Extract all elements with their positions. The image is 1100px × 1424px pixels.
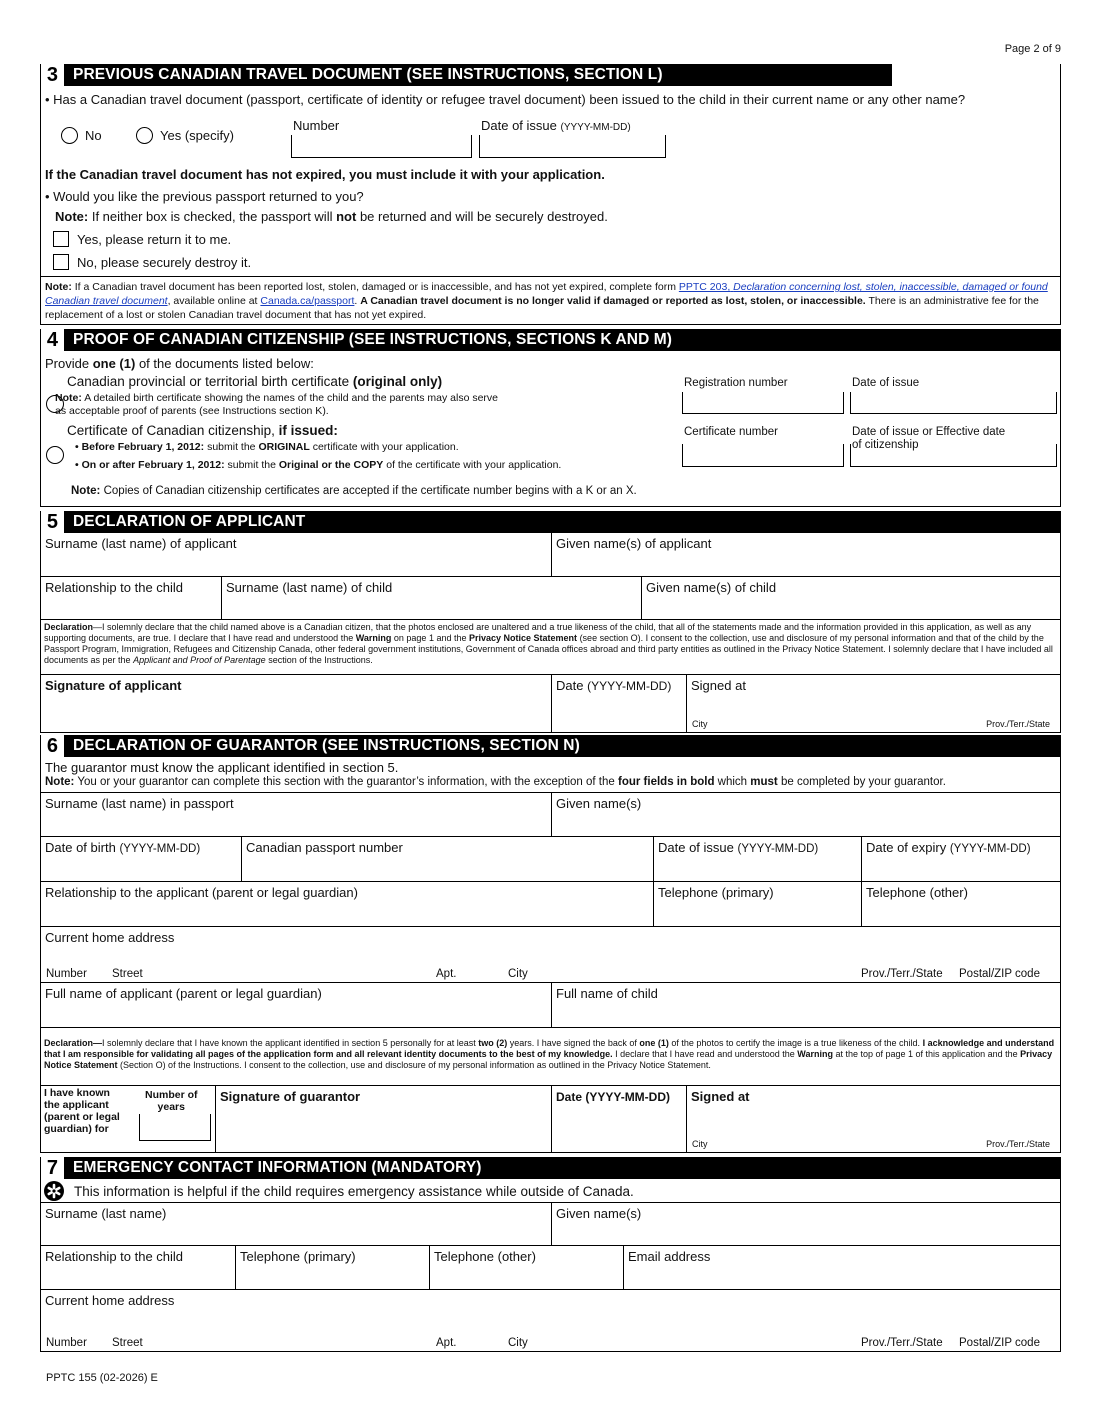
registration-number-label: Registration number [684,377,788,389]
addr-number-label: Number [46,968,87,980]
guarantor-signed-at-field[interactable]: Signed at City Prov./Terr./State [686,1086,1060,1152]
section-number: 5 [41,511,65,533]
prov-label: Prov./Terr./State [986,1139,1050,1149]
guarantor-note: Note: You or your guarantor can complete this section with the guarantor’s information, with the exception of the four fields in bold which must be completed by your guarantor. [45,776,946,788]
addr-prov-label: Prov./Terr./State [861,1337,943,1349]
section-title: EMERGENCY CONTACT INFORMATION (MANDATORY) [73,1159,482,1176]
return-question: • Would you like the previous passport returned to you? [45,189,364,204]
section-title: DECLARATION OF GUARANTOR (SEE INSTRUCTIONS, SECTION N) [73,737,580,754]
number-input[interactable] [291,135,472,158]
section-6 [40,735,1061,1153]
before-2012: • Before February 1, 2012: submit the ORIGINAL certificate with your application. [75,441,459,453]
pptc-203-link[interactable]: PPTC 203, Declaration concerning lost, stolen, inaccessible, damaged or found Canadian travel document [45,281,1048,307]
copies-note: Note: Copies of Canadian citizenship certificates are accepted if the certificate number begins with a K or an X. [71,485,637,497]
after-2012: • On or after February 1, 2012: submit the Original or the COPY of the certificate with your application. [75,459,562,471]
number-label: Number [293,118,340,133]
addr-postal-label: Postal/ZIP code [959,968,1040,980]
relationship-field[interactable]: Relationship to the child [45,580,184,595]
guarantor-tel-primary-field[interactable]: Telephone (primary) [653,882,861,926]
citizenship-cert-label: Certificate of Canadian citizenship, if issued: [67,423,338,438]
travel-doc-question: • Has a Canadian travel document (passport, certificate of identity or refugee travel document) been issued to the child in their current name or any other name? [45,92,966,107]
section-number: 7 [41,1157,65,1179]
guarantor-given-field[interactable]: Given name(s) [551,793,1060,836]
known-label: I have known the applicant (parent or legal guardian) for [44,1087,120,1135]
addr-street-label: Street [112,968,143,980]
city-label: City [692,1139,708,1149]
date-of-issue-label: Date of issue [852,377,920,389]
guarantor-tel-other-field[interactable]: Telephone (other) [861,882,1060,926]
addr-street-label: Street [112,1337,143,1349]
certificate-number-label: Certificate number [684,426,778,438]
guarantor-declaration: Declaration—I solemnly declare that I have known the applicant identified in section 5 personally for at least two (2) years. I have signed the back of one (1) of the photos to certify the image is a true likeness of the child. I acknowledge and understand that I am responsible for validating all pages of the application form and all relevant identity documents to the best of my knowledge. I declare that I have read and understood the Warning at the top of page 1 of this application and the Privacy Notice Statement (Section O) of the Instructions. I consent to the collection, use and disclosure of my personal information as outlined in the Privacy Notice Statement. [41,1028,1060,1086]
emergency-info-text: This information is helpful if the child requires emergency assistance while outside of Canada. [74,1184,634,1199]
emergency-address-field[interactable]: Current home address Number Street Apt. City Prov./Terr./State Postal/ZIP code [45,1293,1040,1349]
yes-radio[interactable] [136,127,153,144]
lost-note: Note: If a Canadian travel document has been reported lost, stolen, damaged or is inaccessible, and has not yet expired, complete form PPTC 203, Declaration concerning lost, stolen, inaccessible, damaged or found Canadian travel document, available online at Canada.ca/passport. A Canadian travel document is no longer valid if damaged or reported as lost, stolen, or inaccessible. There is an administrative fee for the replacement of a lost or stolen Canadian travel document that has not yet expired. [41,276,1060,322]
child-given-field[interactable]: Given name(s) of child [641,577,1060,619]
guarantor-surname-field[interactable]: Surname (last name) in passport [45,796,234,811]
guarantor-must-know: The guarantor must know the applicant identified in section 5. [45,760,399,775]
page-number: Page 2 of 9 [1004,43,1061,55]
emergency-tel-primary-field[interactable]: Telephone (primary) [235,1246,429,1289]
date-of-issue-label: Date of issue (YYYY-MM-DD) [481,118,631,133]
emergency-tel-other-field[interactable]: Telephone (other) [429,1246,623,1289]
addr-city-label: City [508,968,528,980]
section-5-header [41,511,1060,533]
section-number: 3 [41,64,65,86]
provide-instruction: Provide one (1) of the documents listed below: [45,356,314,371]
return-yes-label: Yes, please return it to me. [77,232,232,247]
form-code: PPTC 155 (02-2026) E [46,1372,158,1384]
guarantor-applicant-name-field[interactable]: Full name of applicant (parent or legal guardian) [45,986,322,1001]
addr-postal-label: Postal/ZIP code [959,1337,1040,1349]
section-3-header [41,64,892,86]
birth-cert-note: Note: A detailed birth certificate showing the names of the child and the parents may also serve as acceptable proof of parents (see Instructions section K). [55,392,499,417]
certificate-date-label: Date of issue or Effective date of citizenship [852,426,1006,451]
no-radio[interactable] [61,127,78,144]
citizenship-cert-radio[interactable] [46,446,64,464]
section-5 [40,511,1061,733]
guarantor-address-field[interactable]: Current home address Number Street Apt. City Prov./Terr./State Postal/ZIP code [45,930,1040,980]
guarantor-dob-field[interactable]: Date of birth (YYYY-MM-DD) [45,840,201,855]
section-3 [40,64,1061,325]
applicant-signed-at-field[interactable]: Signed at City Prov./Terr./State [686,675,1060,732]
addr-apt-label: Apt. [436,1337,457,1349]
guarantor-passport-field[interactable]: Canadian passport number [241,837,653,881]
section-7 [40,1157,1061,1352]
yes-label: Yes (specify) [160,128,234,143]
city-label: City [692,719,708,729]
addr-number-label: Number [46,1337,87,1349]
years-label: Number of years [145,1089,198,1113]
section-number: 4 [41,329,65,351]
years-known-field [41,1086,215,1152]
applicant-surname-field[interactable]: Surname (last name) of applicant [45,536,237,551]
section-4-header [41,329,1060,351]
emergency-given-field[interactable]: Given name(s) [551,1203,1060,1245]
birth-cert-label: Canadian provincial or territorial birth certificate (original only) [67,374,443,389]
guarantor-child-name-field[interactable]: Full name of child [551,983,1060,1027]
section-4 [40,329,1061,507]
years-input[interactable] [139,1114,211,1141]
addr-prov-label: Prov./Terr./State [861,968,943,980]
certificate-date-input[interactable] [850,444,1057,467]
section-number: 6 [41,735,65,757]
guarantor-signature-field[interactable]: Signature of guarantor [215,1086,551,1152]
no-label: No [85,128,102,143]
date-of-issue-input[interactable] [479,135,666,158]
applicant-given-field[interactable]: Given name(s) of applicant [551,533,1060,576]
return-note: Note: If neither box is checked, the passport will not be returned and will be securely destroyed. [55,209,608,224]
return-no-label: No, please securely destroy it. [77,255,252,270]
canada-passport-link[interactable]: Canada.ca/passport [260,295,355,307]
guarantor-date-expiry-field[interactable]: Date of expiry (YYYY-MM-DD) [861,837,1060,881]
return-no-checkbox[interactable] [53,254,69,270]
guarantor-date-issue-field[interactable]: Date of issue (YYYY-MM-DD) [653,837,861,881]
addr-apt-label: Apt. [436,968,457,980]
medical-star-icon [44,1181,64,1201]
addr-city-label: City [508,1337,528,1349]
emergency-relationship-field[interactable]: Relationship to the child [45,1249,184,1264]
registration-number-input[interactable] [682,392,844,414]
section-6-header [41,735,1060,757]
emergency-surname-field[interactable]: Surname (last name) [45,1206,167,1221]
section-title: PROOF OF CANADIAN CITIZENSHIP (SEE INSTRUCTIONS, SECTIONS K AND M) [73,331,673,348]
guarantor-relationship-field[interactable]: Relationship to the applicant (parent or legal guardian) [45,885,358,900]
date-of-issue-input[interactable] [850,392,1057,414]
certificate-number-input[interactable] [682,444,844,467]
section-7-header [41,1157,1060,1179]
guarantor-date-field[interactable]: Date (YYYY-MM-DD) [551,1086,686,1152]
prov-label: Prov./Terr./State [986,719,1050,729]
not-expired-notice: If the Canadian travel document has not expired, you must include it with your application. [45,167,605,182]
applicant-signature-field[interactable]: Signature of applicant [45,678,182,693]
applicant-date-field[interactable]: Date (YYYY-MM-DD) [551,675,686,732]
section-title: PREVIOUS CANADIAN TRAVEL DOCUMENT (SEE INSTRUCTIONS, SECTION L) [73,66,663,83]
return-yes-checkbox[interactable] [53,231,69,247]
emergency-email-field[interactable]: Email address [623,1246,1060,1289]
child-surname-field[interactable]: Surname (last name) of child [221,577,641,619]
applicant-declaration: Declaration—I solemnly declare that the child named above is a Canadian citizen, that the photos enclosed are unaltered and a true likeness of the child, that all of the statements made and the information provided in this application, as well as any supporting documents, are true. I declare that I have read and understood the Warning on page 1 and the Privacy Notice Statement (see section O). I consent to the collection, use and disclosure of my personal information and that of the child by the Passport Program, Immigration, Refugees and Citizenship Canada, other federal government institutions, Government of Canada offices abroad and third party entities as outlined in the Privacy Notice Statement. I solemnly declare that I have included all documents as per the Applicant and Proof of Parentage section of the Instructions. [41,620,1060,675]
section-title: DECLARATION OF APPLICANT [73,513,306,530]
